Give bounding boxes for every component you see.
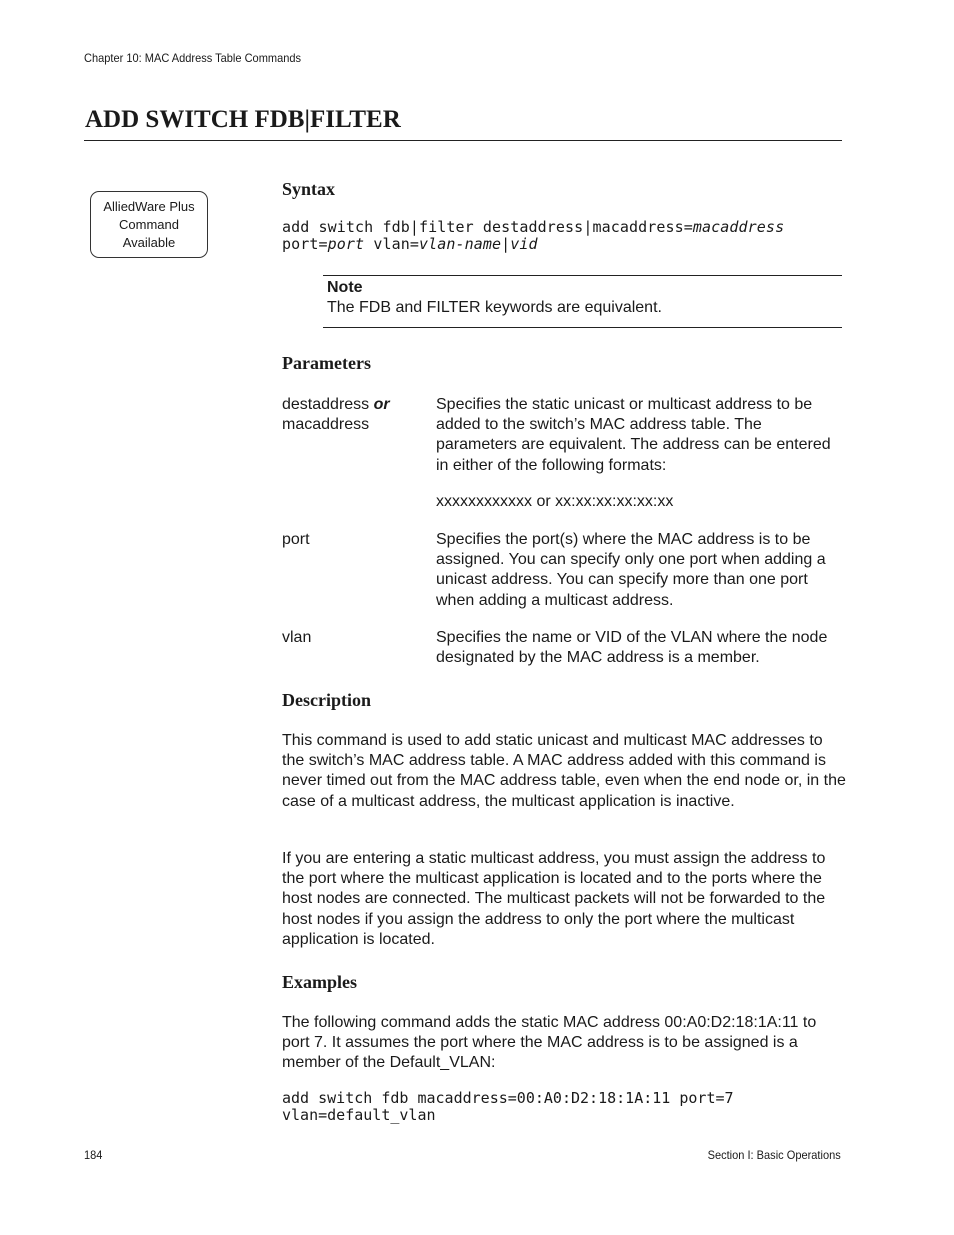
note-bottom-rule [323,327,842,328]
running-header: Chapter 10: MAC Address Table Commands [84,51,302,65]
note-title: Note [327,279,363,296]
syntax-line2-variable-b: vlan-name|vid [418,235,538,253]
badge-line-3: Available [122,235,176,250]
param-name-destaddress [282,395,390,435]
note-top-rule [323,275,842,276]
description-paragraph-2: If you are entering a static multicast address, you must assign the address to the port where the multicast application is located and to the ports where the host nodes are connected. The multicast packets will not be forwarded to the host nodes if you assign the address to only the port where the multicast application is located. [282,850,826,948]
note-text: The FDB and FILTER keywords are equivalent. [327,299,662,316]
param-destaddress-label: destaddress [282,396,374,413]
badge-line-1: AlliedWare Plus [103,199,195,214]
syntax-line2-text-b: vlan= [364,235,419,253]
description-heading: Description [282,690,371,710]
parameters-heading: Parameters [282,353,371,373]
description-paragraph-1: This command is used to add static unicast and multicast MAC addresses to the switch’s MAC address table. A MAC address added with this command is never timed out from the MAC address table, even when the end node or, in the case of a multicast address, the multicast application is inactive. [282,732,846,810]
example-code-line-1: add switch fdb macaddress=00:A0:D2:18:1A:11 port=7 [282,1089,734,1107]
alliedware-plus-badge [90,191,208,258]
param-name-vlan: vlan [282,629,312,646]
syntax-line-1 [282,219,784,236]
param-macaddress-label: macaddress [282,416,370,433]
example-code-line-2: vlan=default_vlan [282,1105,436,1124]
title-divider [84,140,842,141]
badge-line-2: Command [119,217,179,232]
syntax-line1-text: add switch fdb|filter destaddress|macaddress= [282,218,693,236]
page-title: ADD SWITCH FDB|FILTER [85,106,401,133]
param-desc-port: Specifies the port(s) where the MAC address is to be assigned. You can specify only one port when adding a unicast address. You can specify more than one port when adding a multicast address. [436,531,826,609]
section-footer: Section I: Basic Operations [707,1148,841,1162]
param-address-formats: xxxxxxxxxxxx or xx:xx:xx:xx:xx:xx [436,493,674,510]
param-desc-destaddress: Specifies the static unicast or multicast address to be added to the switch’s MAC address table. The parameters are equivalent. The address can be entered in either of the following formats: [436,396,831,474]
syntax-line-2 [282,236,784,253]
param-desc-vlan: Specifies the name or VID of the VLAN where the node designated by the MAC address is a member. [436,629,828,667]
examples-paragraph: The following command adds the static MAC address 00:A0:D2:18:1A:11 to port 7. It assumes the port where the MAC address is to be assigned is a member of the Default_VLAN: [282,1014,817,1072]
page-number: 184 [84,1148,103,1162]
param-or-keyword: or [373,396,390,413]
syntax-heading: Syntax [282,179,336,199]
example-code-block [282,1090,734,1123]
syntax-line2-variable-a: port [327,235,365,253]
syntax-line2-text-a: port= [282,235,328,253]
examples-heading: Examples [282,972,358,992]
syntax-block [282,219,784,253]
param-name-port: port [282,531,310,548]
syntax-line1-variable: macaddress [692,218,785,236]
